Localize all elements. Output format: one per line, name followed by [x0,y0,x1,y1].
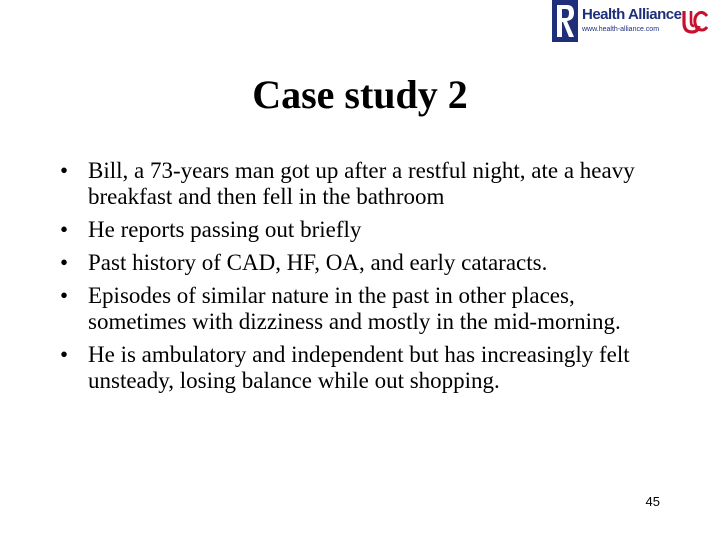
bullet-text: He reports passing out briefly [88,217,362,242]
uc-logo-icon [681,8,709,36]
bullet-icon: • [60,342,69,367]
slide-title: Case study 2 [252,72,468,117]
bullet-list [60,158,670,401]
list-item [60,250,670,276]
bullet-text: Episodes of similar nature in the past in other places, sometimes with dizziness and mostly in the mid-morning. [88,283,621,334]
list-item [60,342,670,394]
bullet-icon: • [60,217,69,242]
page-number: 45 [645,494,660,509]
list-item [60,158,670,210]
health-alliance-url: www.health-alliance.com [582,26,660,33]
health-alliance-r-icon [552,0,578,42]
bullet-icon: • [60,283,69,308]
bullet-icon: • [60,158,69,183]
bullet-text: He is ambulatory and independent but has increasingly felt unsteady, losing balance while out shopping. [88,342,630,393]
bullet-icon: • [60,250,69,275]
health-alliance-wordmark: Health Alliance [582,6,682,23]
bullet-text: Bill, a 73-years man got up after a restful night, ate a heavy breakfast and then fell in the bathroom [88,158,635,209]
list-item [60,283,670,335]
list-item [60,217,670,243]
bullet-text: Past history of CAD, HF, OA, and early cataracts. [88,250,548,275]
health-alliance-logo [552,0,682,42]
